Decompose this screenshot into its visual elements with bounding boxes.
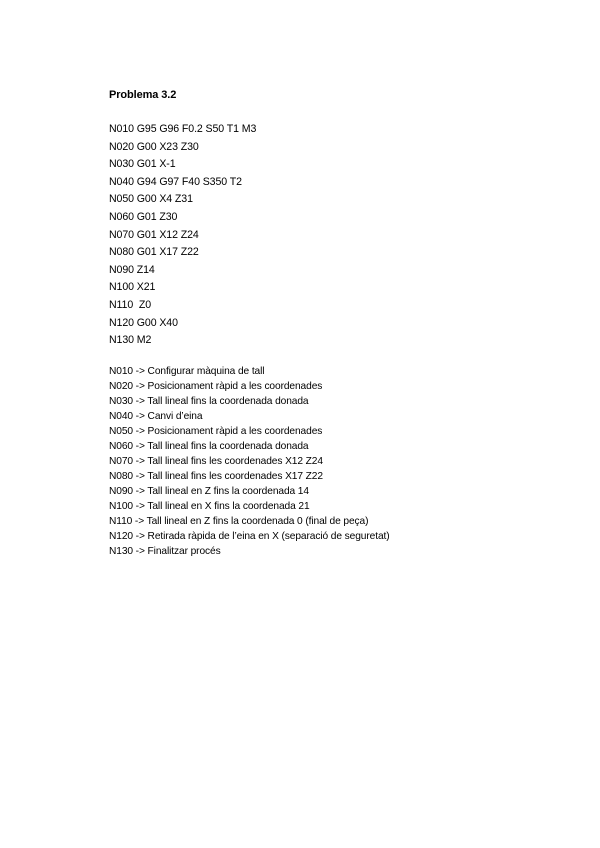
program-line: N070 G01 X12 Z24 bbox=[109, 228, 199, 241]
description-line: N090 -> Tall lineal en Z fins la coordenada 14 bbox=[109, 486, 309, 498]
program-line: N040 G94 G97 F40 S350 T2 bbox=[109, 175, 242, 188]
description-line: N120 -> Retirada ràpida de l’eina en X (separació de seguretat) bbox=[109, 531, 390, 543]
program-line: N060 G01 Z30 bbox=[109, 210, 178, 223]
description-line: N030 -> Tall lineal fins la coordenada donada bbox=[109, 395, 309, 407]
program-line: N130 M2 bbox=[109, 334, 152, 347]
document-title: Problema 3.2 bbox=[109, 89, 177, 101]
description-line: N020 -> Posicionament ràpid a les coordenades bbox=[109, 380, 323, 392]
cnc-program bbox=[109, 121, 569, 350]
description-line: N100 -> Tall lineal en X fins la coordenada 21 bbox=[109, 501, 310, 513]
program-line: N100 X21 bbox=[109, 281, 156, 294]
program-line: N090 Z14 bbox=[109, 263, 155, 276]
description-line: N110 -> Tall lineal en Z fins la coordenada 0 (final de peça) bbox=[109, 516, 369, 528]
description-line: N040 -> Canvi d’eina bbox=[109, 410, 203, 422]
document-content bbox=[109, 88, 569, 559]
program-line: N120 G00 X40 bbox=[109, 316, 178, 329]
description-line: N050 -> Posicionament ràpid a les coordenades bbox=[109, 425, 323, 437]
description-line: N010 -> Configurar màquina de tall bbox=[109, 365, 265, 377]
description-line: N080 -> Tall lineal fins les coordenades X17 Z22 bbox=[109, 471, 323, 483]
program-line: N110 Z0 bbox=[109, 298, 151, 311]
description-line: N070 -> Tall lineal fins les coordenades X12 Z24 bbox=[109, 456, 323, 467]
program-line: N080 G01 X17 Z22 bbox=[109, 246, 199, 259]
program-descriptions bbox=[109, 364, 569, 560]
description-line: N060 -> Tall lineal fins la coordenada donada bbox=[109, 440, 309, 452]
program-line: N050 G00 X4 Z31 bbox=[109, 193, 193, 206]
description-line: N130 -> Finalitzar procés bbox=[109, 546, 221, 558]
program-line: N010 G95 G96 F0.2 S50 T1 M3 bbox=[109, 123, 257, 135]
program-line: N030 G01 X-1 bbox=[109, 158, 176, 171]
program-line: N020 G00 X23 Z30 bbox=[109, 140, 199, 153]
